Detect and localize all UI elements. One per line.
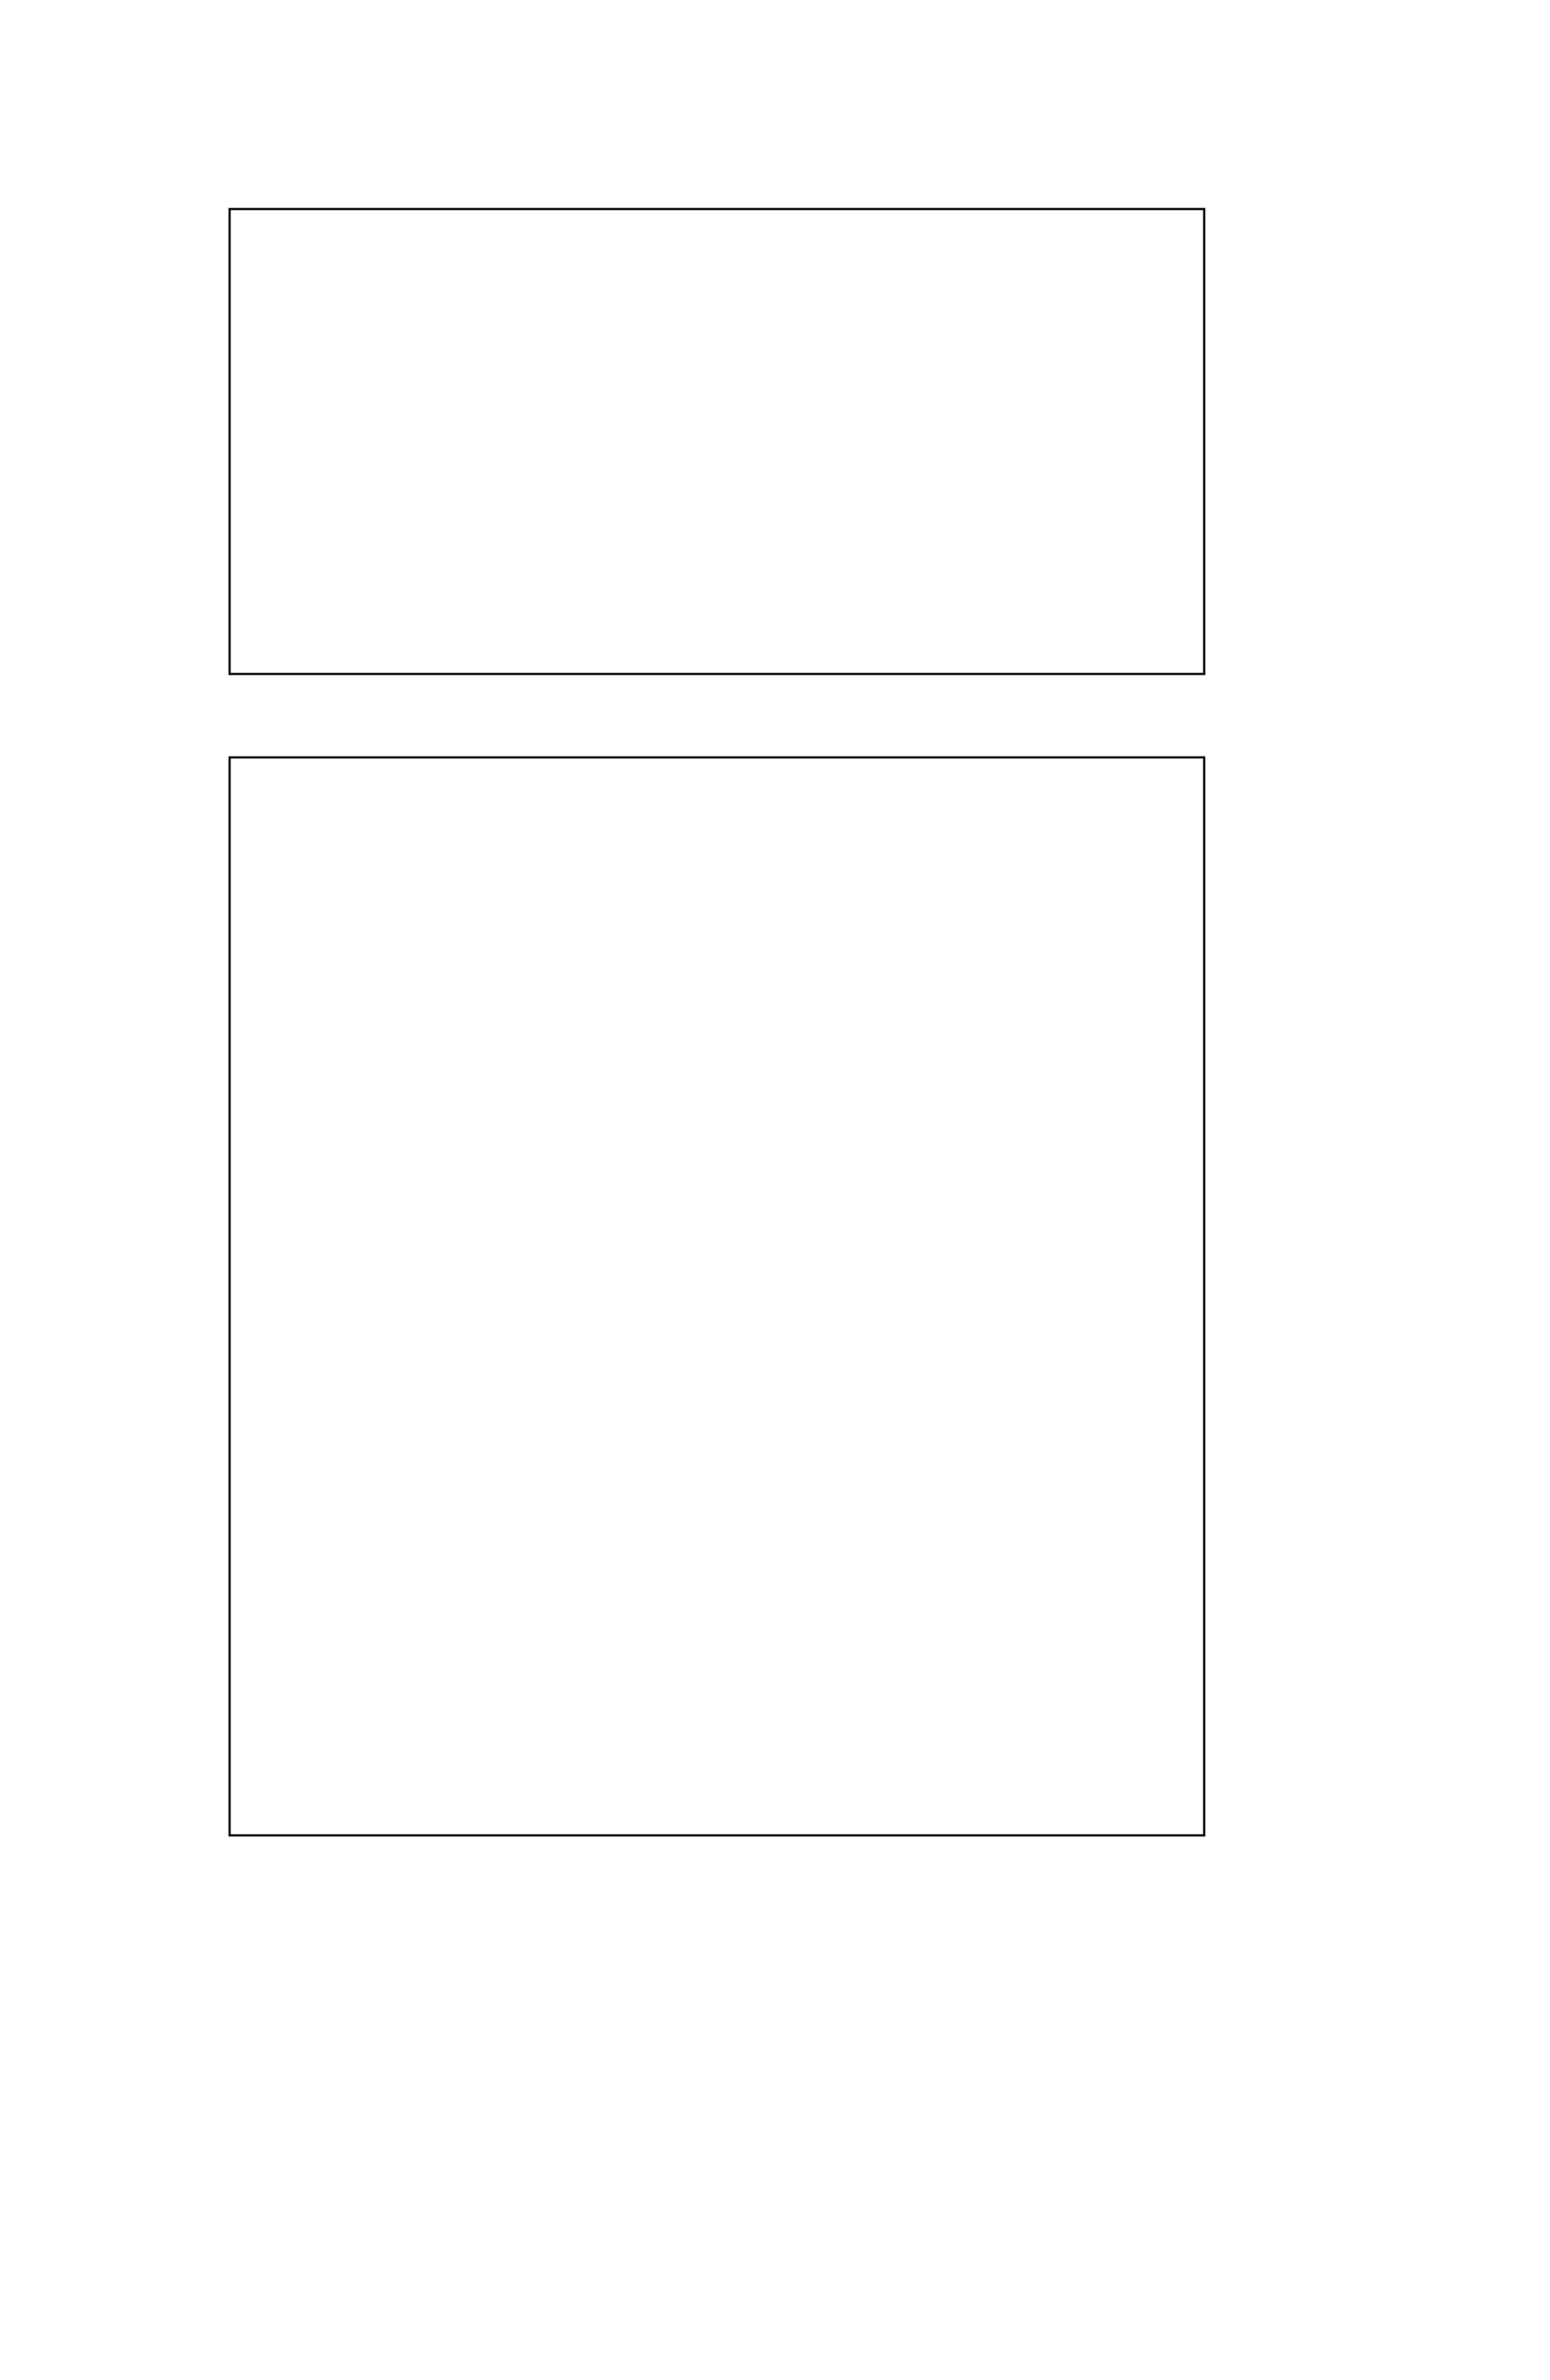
pressure-chart bbox=[230, 757, 1204, 1835]
pressure-chart-frame bbox=[230, 757, 1204, 1835]
power-chart bbox=[230, 209, 1204, 674]
power-chart-frame bbox=[230, 209, 1204, 674]
